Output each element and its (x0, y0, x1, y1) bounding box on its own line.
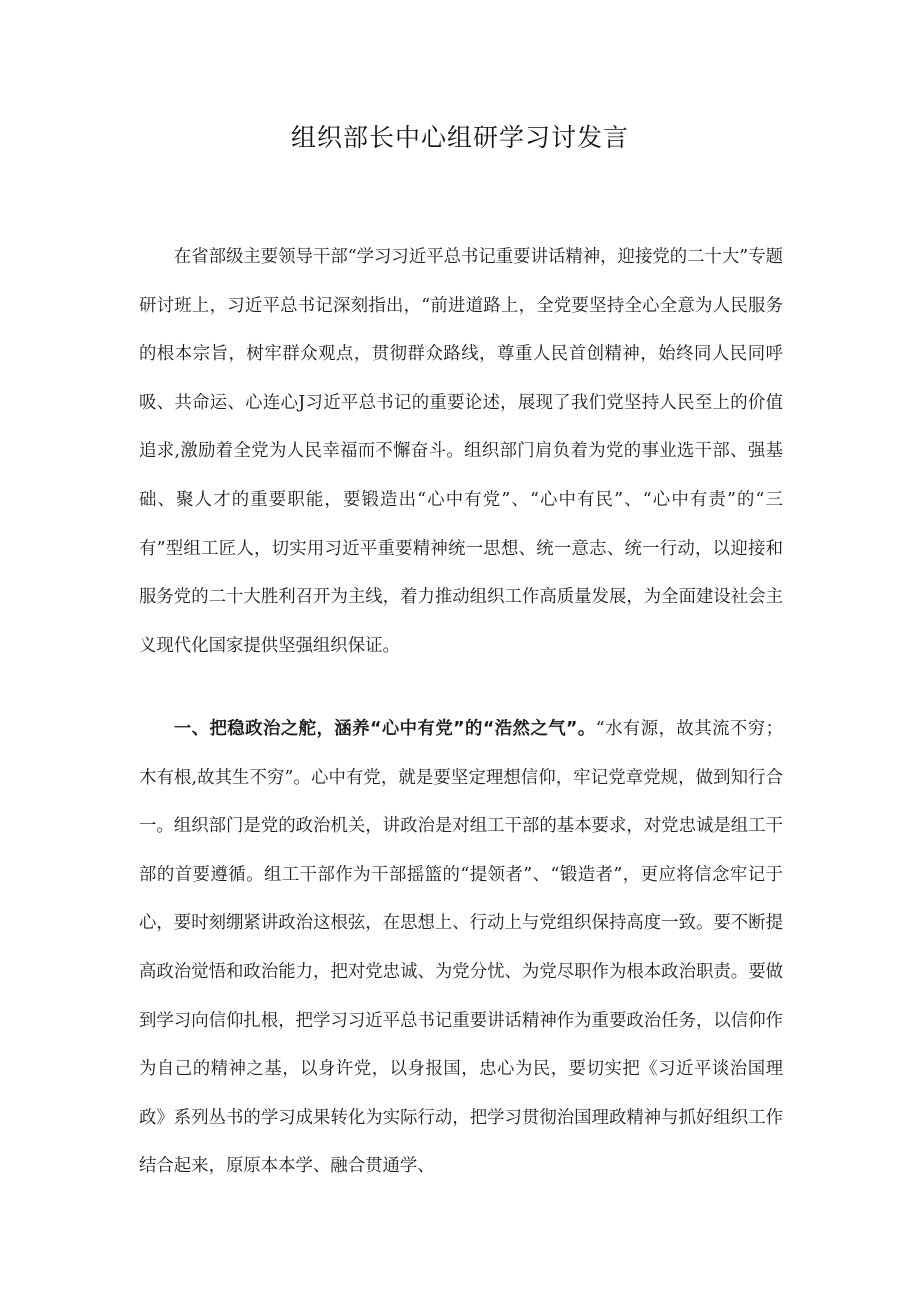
paragraph-section-one (139, 705, 783, 1191)
section-one-heading: 一、把稳政治之舵，涵养“心中有党”的“浩然之气”。 (173, 719, 596, 739)
paragraph-intro: 在省部级主要领导干部“学习习近平总书记重要讲话精神，迎接党的二十大”专题研讨班上，习近平总书记深刻指出，“前进道路上，全党要坚持全心全意为人民服务的根本宗旨，树牢群众观点，贯彻群众路线，尊重人民首创精神，始终同人民同呼吸、共命运、心连心J习近平总书记的重要论述，展现了我们党坚持人民至上的价值追求,激励着全党为人民幸福而不懈奋斗。组织部门肩负着为党的事业选干部、强基础、聚人才的重要职能，要锻造出“心中有党”、“心中有民”、“心中有责”的“三有”型组工匠人，切实用习近平重要精神统一思想、统一意志、统一行动，以迎接和服务党的二十大胜利召开为主线，着力推动组织工作高质量发展，为全面建设社会主义现代化国家提供坚强组织保证。 (139, 247, 783, 656)
document-title: 组织部长中心组研学习讨发言 (290, 123, 629, 152)
section-one-body: “水有源，故其流不穷；木有根,故其生不穷”。心中有党，就是要坚定理想信仰，牢记党章党规，做到知行合一。组织部门是党的政治机关，讲政治是对组工干部的基本要求，对党忠诚是组工干部的首要遵循。组工干部作为干部摇篮的“提领者”、“锻造者”，更应将信念牢记于心，要时刻绷紧讲政治这根弦，在思想上、行动上与党组织保持高度一致。要不断提高政治觉悟和政治能力，把对党忠诚、为党分忧、为党尽职作为根本政治职责。要做到学习向信仰扎根，把学习习近平总书记重要讲话精神作为重要政治任务，以信仰作为自己的精神之基，以身许党，以身报国，忠心为民，要切实把《习近平谈治国理政》系列丛书的学习成果转化为实际行动，把学习贯彻治国理政精神与抓好组织工作结合起来，原原本本学、融合贯通学、 (139, 719, 783, 1177)
